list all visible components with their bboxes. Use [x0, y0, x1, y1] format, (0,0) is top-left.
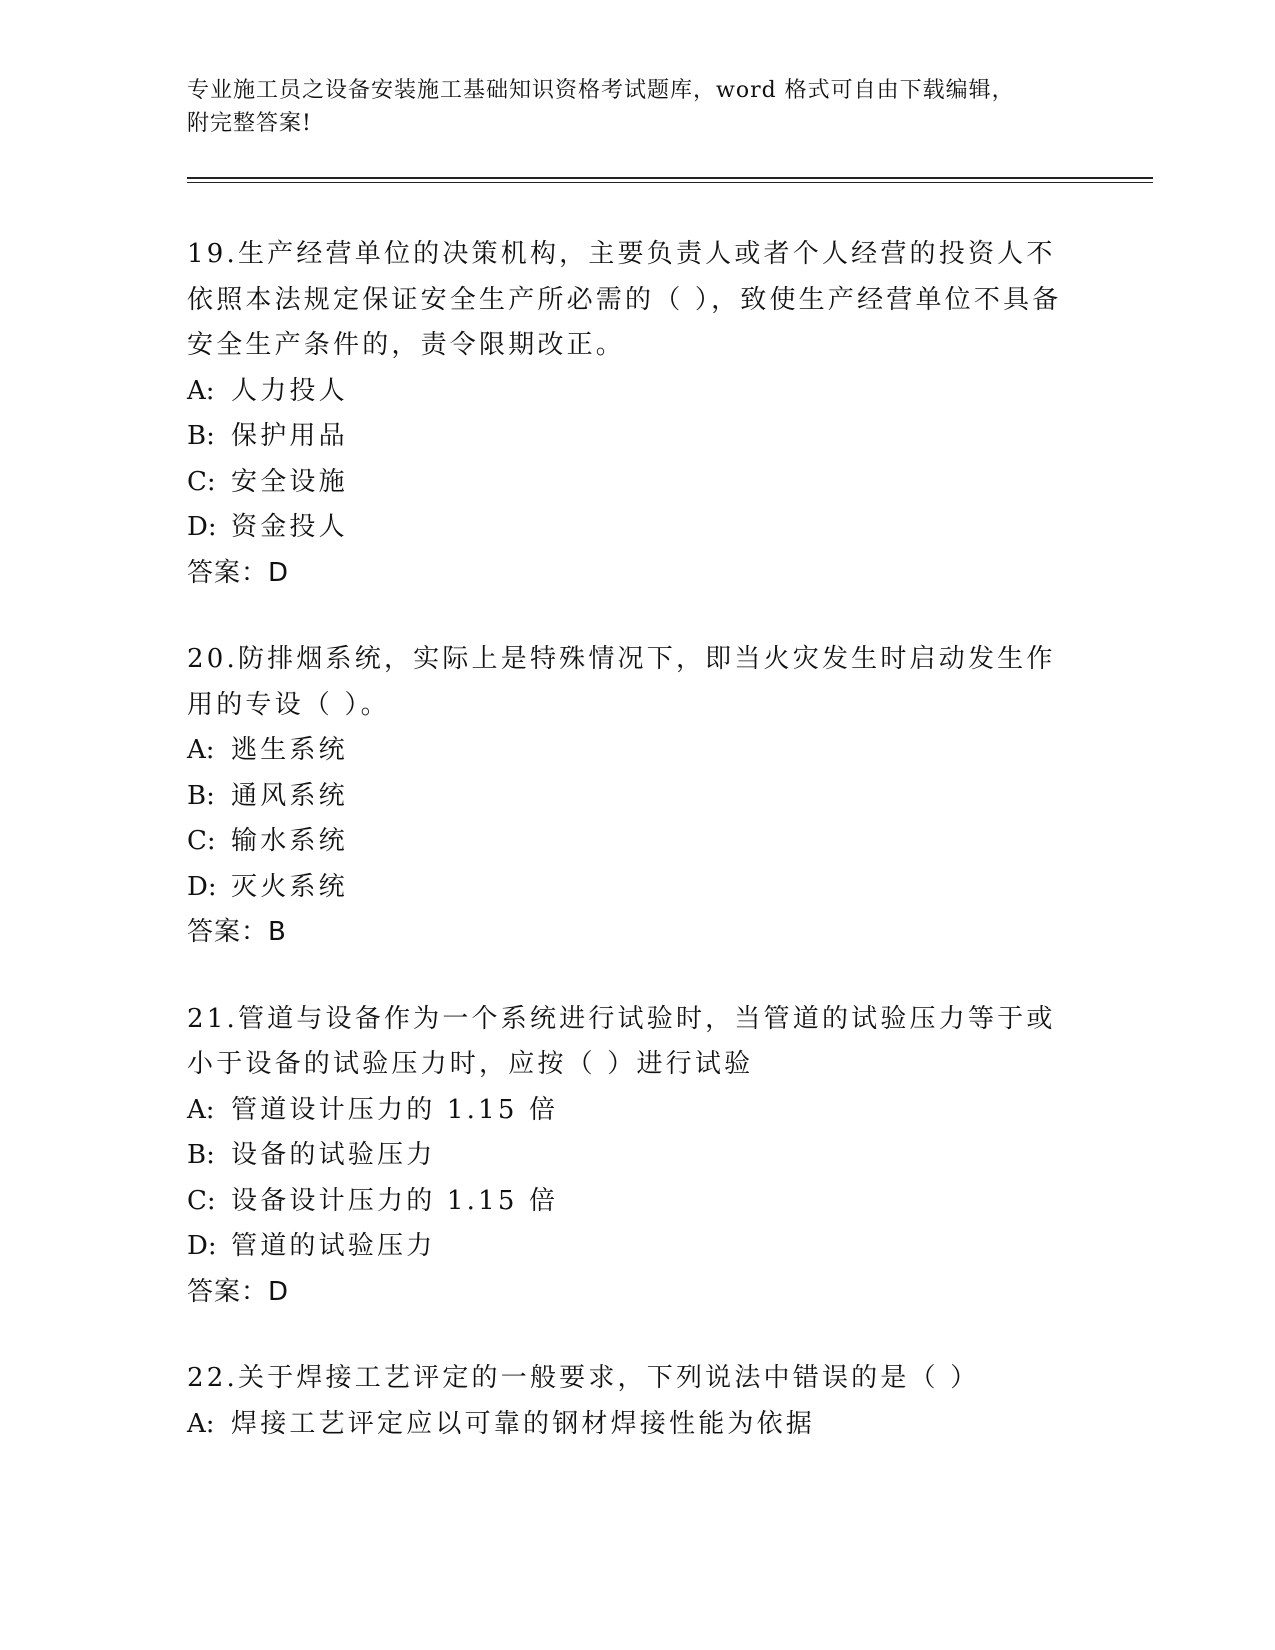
option-letter: C: [187, 826, 216, 856]
option-text: 灭火系统 [231, 871, 348, 902]
question-block [187, 1356, 1077, 1447]
header-line-1: 专业施工员之设备安装施工基础知识资格考试题库，word 格式可自由下载编辑， [187, 78, 1015, 103]
option-text: 设备设计压力的 1.15 倍 [231, 1185, 559, 1216]
option-text: 管道设计压力的 1.15 倍 [231, 1094, 559, 1125]
option-text: 人力投人 [231, 375, 348, 406]
option-text: 保护用品 [231, 421, 348, 451]
option-text: 逃生系统 [231, 735, 348, 765]
answer-key: 答案：D [187, 1276, 290, 1307]
answer-key: 答案：D [187, 557, 290, 588]
answer-option [187, 728, 1077, 774]
option-letter: A: [187, 1094, 215, 1125]
option-text: 输水系统 [231, 826, 348, 856]
question-list [187, 232, 1077, 1488]
option-letter: A: [187, 375, 215, 406]
option-letter: B: [187, 1140, 215, 1170]
question-stem: 19.生产经营单位的决策机构，主要负责人或者个人经营的投资人不依照本法规定保证安全生产所必需的（ ），致使生产经营单位不具备安全生产条件的，责令限期改正。 [187, 239, 1062, 360]
answer-option [187, 369, 1077, 415]
header-divider [187, 177, 1153, 183]
option-text: 安全设施 [231, 466, 348, 497]
answer-option [187, 460, 1077, 506]
option-letter: C: [187, 1185, 216, 1216]
option-text: 资金投人 [231, 512, 348, 542]
answer-option [187, 1224, 1077, 1270]
document-header [187, 74, 1067, 140]
option-letter: B: [187, 780, 215, 811]
answer-key: 答案：B [187, 917, 287, 947]
option-letter: D: [187, 512, 217, 542]
option-letter: C: [187, 466, 216, 497]
header-line-2: 附完整答案! [187, 111, 312, 136]
answer-option [187, 505, 1077, 551]
question-stem: 20.防排烟系统，实际上是特殊情况下，即当火灾发生时启动发生作用的专设（ ）。 [187, 644, 1056, 720]
answer-option [187, 414, 1077, 460]
option-letter: D: [187, 871, 217, 902]
answer-option [187, 865, 1077, 911]
question-block [187, 232, 1077, 596]
option-letter: D: [187, 1231, 217, 1261]
question-stem: 22.关于焊接工艺评定的一般要求，下列说法中错误的是（ ） [187, 1363, 980, 1393]
option-text: 设备的试验压力 [231, 1140, 436, 1170]
option-text: 通风系统 [231, 780, 348, 811]
answer-option [187, 1402, 1077, 1448]
question-stem: 21.管道与设备作为一个系统进行试验时，当管道的试验压力等于或小于设备的试验压力时，应按（ ）进行试验 [187, 1003, 1056, 1079]
option-letter: A: [187, 1408, 215, 1439]
answer-option [187, 819, 1077, 865]
question-block [187, 637, 1077, 956]
option-text: 焊接工艺评定应以可靠的钢材焊接性能为依据 [231, 1408, 816, 1439]
answer-option [187, 774, 1077, 820]
answer-option [187, 1088, 1077, 1134]
question-block [187, 997, 1077, 1316]
answer-option [187, 1179, 1077, 1225]
option-letter: B: [187, 421, 215, 451]
option-letter: A: [187, 735, 215, 765]
option-text: 管道的试验压力 [231, 1231, 436, 1261]
answer-option [187, 1133, 1077, 1179]
